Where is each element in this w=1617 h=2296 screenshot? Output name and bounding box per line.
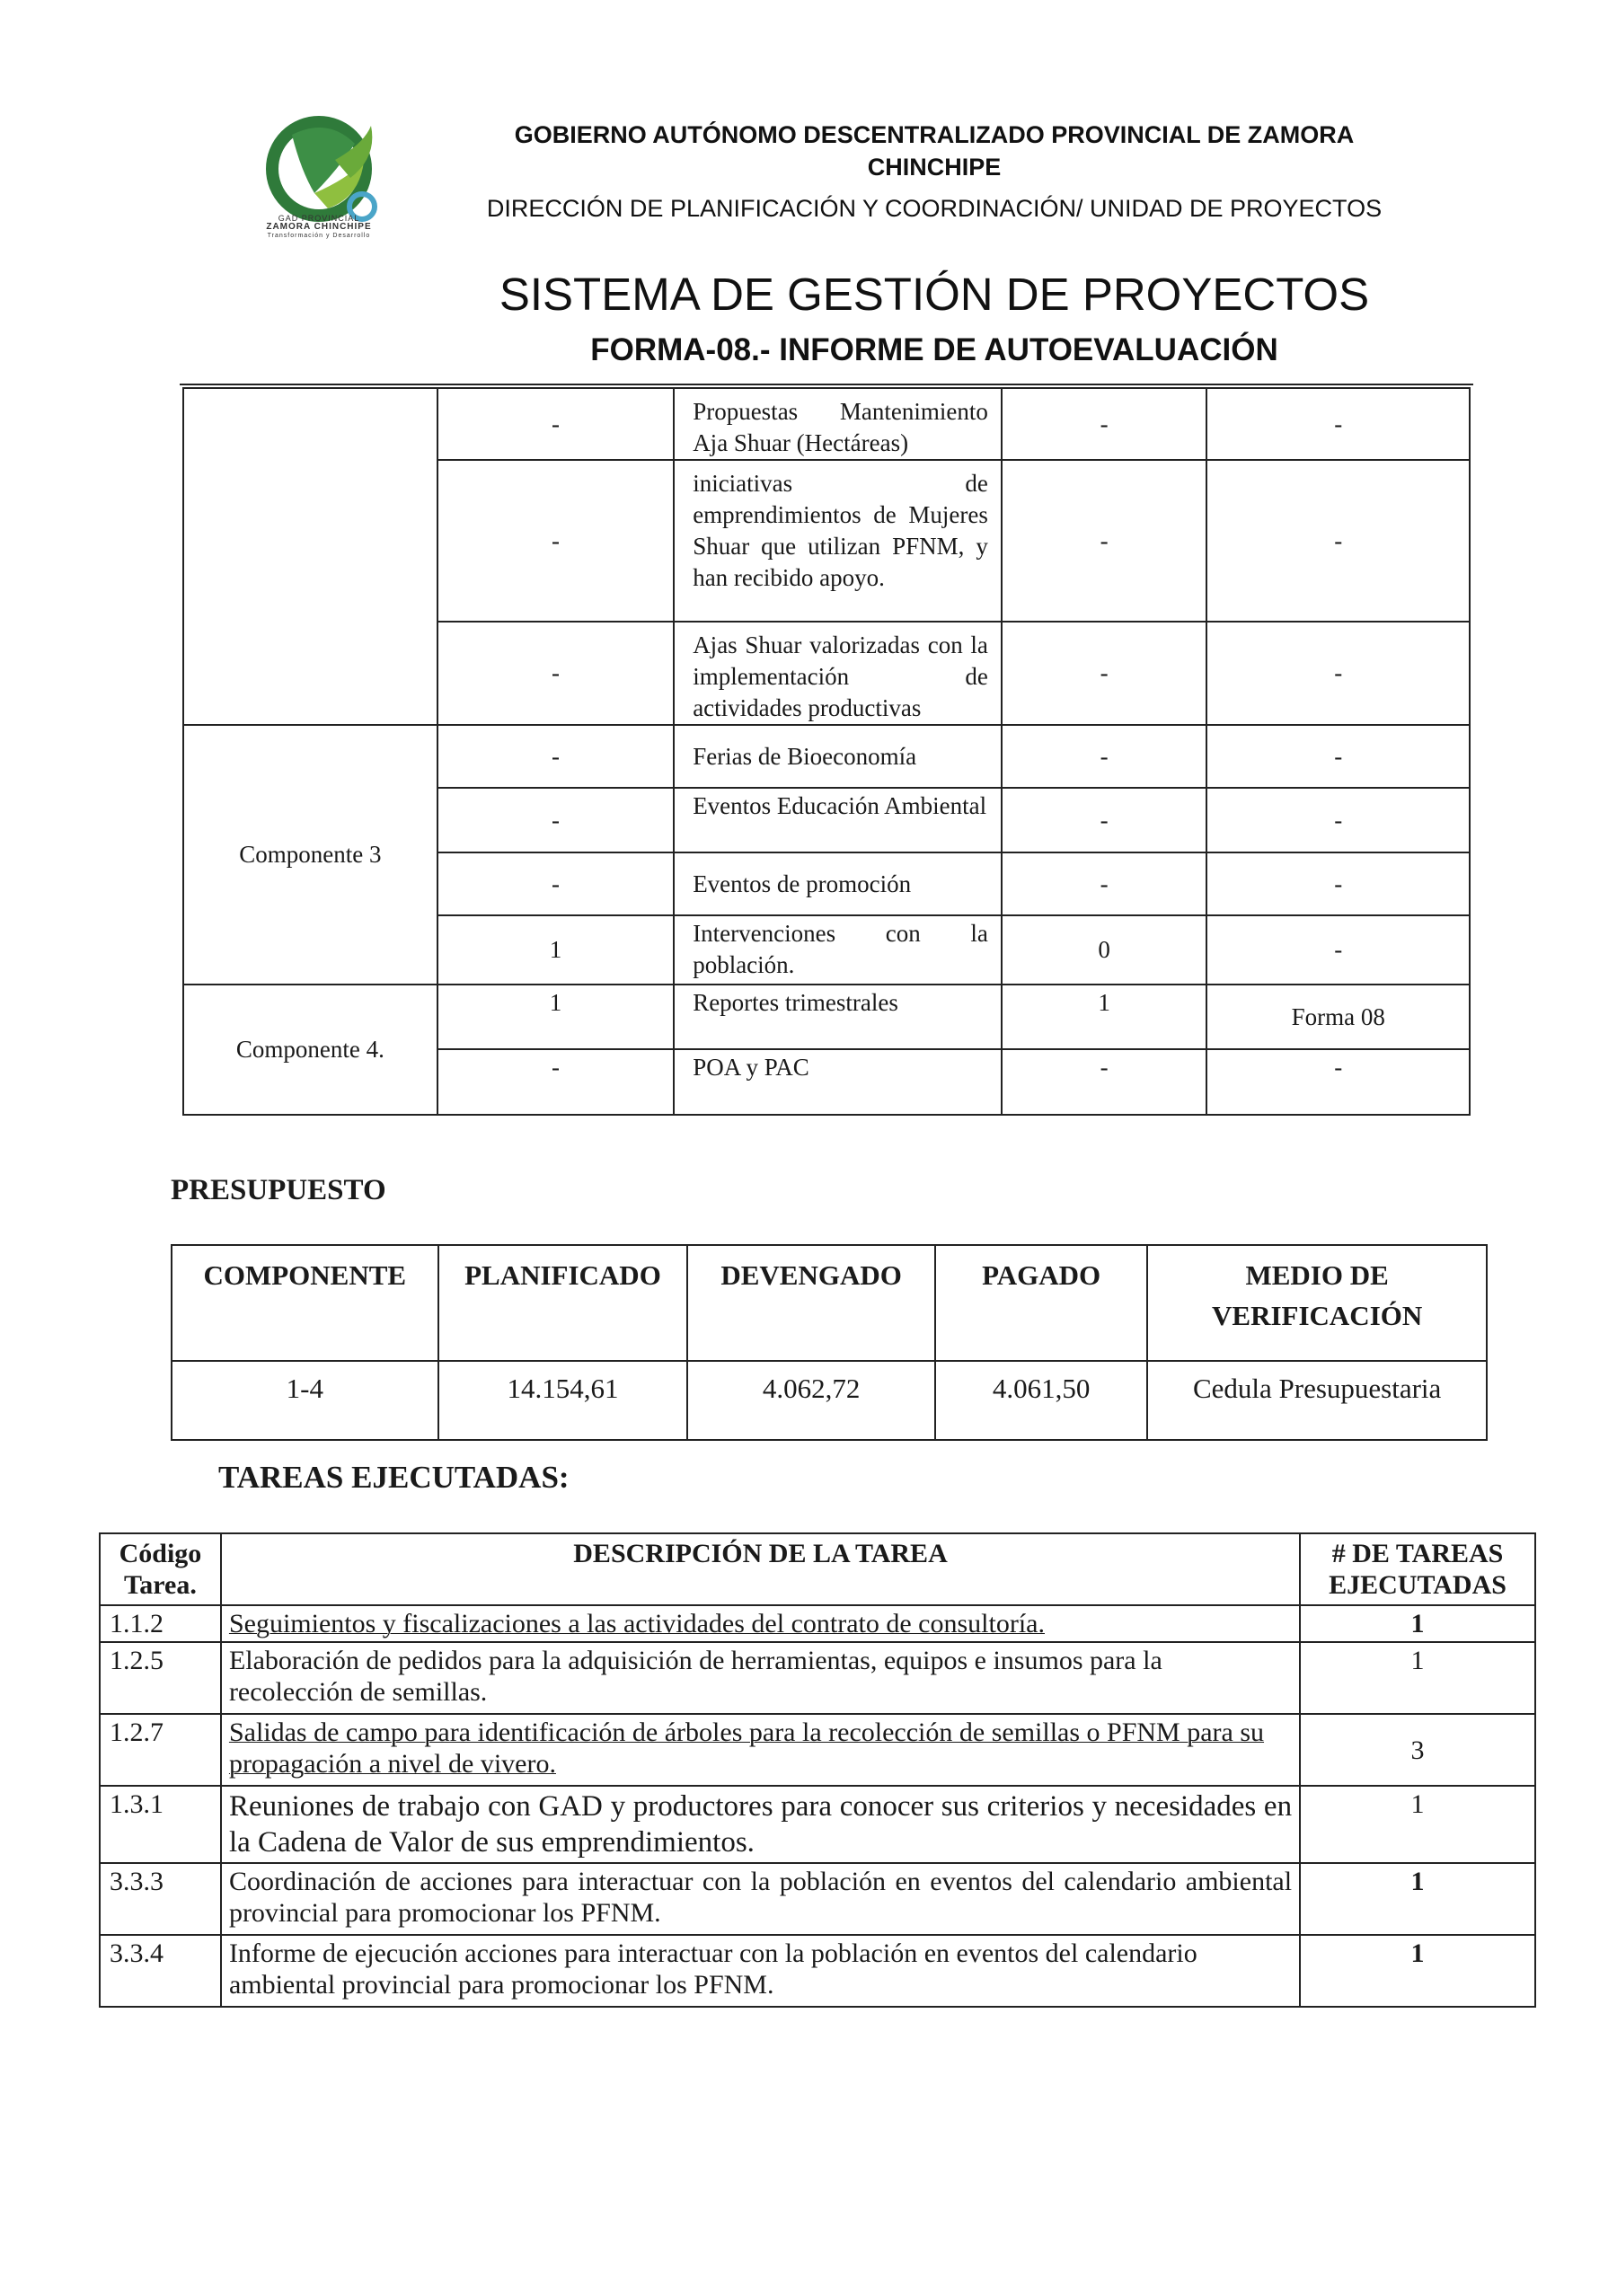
planned-cell: - [437, 852, 674, 915]
logo-line-2: ZAMORA CHINCHIPE [266, 222, 372, 232]
task-description: Elaboración de pedidos para la adquisición de herramientas, equipos e insumos para la recolección de semillas. [221, 1642, 1300, 1714]
indicator-cell: Intervenciones con la población. [674, 915, 1002, 985]
logo-caption [229, 214, 409, 241]
table-row [100, 1863, 1535, 1935]
table-row [100, 1935, 1535, 2007]
table-row [100, 1605, 1535, 1642]
verification-cell: - [1206, 388, 1470, 460]
planned-cell: - [437, 1049, 674, 1115]
task-description: Seguimientos y fiscalizaciones a las actividades del contrato de consultoría. [221, 1605, 1300, 1642]
planned-cell: 1 [437, 985, 674, 1049]
indicator-cell: Reportes trimestrales [674, 985, 1002, 1049]
column-header: MEDIO DE VERIFICACIÓN [1147, 1245, 1487, 1361]
verification-cell: - [1206, 622, 1470, 725]
verification-cell: - [1206, 852, 1470, 915]
logo-line-3: Transformación y Desarrollo [267, 233, 371, 239]
column-header: PAGADO [935, 1245, 1147, 1361]
component-cell: Componente 3 [183, 725, 437, 985]
header-system-title: SISTEMA DE GESTIÓN DE PROYECTOS [499, 269, 1370, 320]
achieved-cell: - [1002, 1049, 1207, 1115]
task-count: 1 [1300, 1935, 1535, 2007]
column-header: # DE TAREAS EJECUTADAS [1300, 1533, 1535, 1605]
tasks-table [99, 1532, 1536, 2008]
budget-verification: Cedula Presupuestaria [1147, 1361, 1487, 1440]
verification-cell: - [1206, 915, 1470, 985]
component-cell: Componente 4. [183, 985, 437, 1115]
header-government: GOBIERNO AUTÓNOMO DESCENTRALIZADO PROVINCIAL DE ZAMORA CHINCHIPE [514, 121, 1355, 181]
task-code: 1.2.5 [100, 1642, 221, 1714]
table-header-row [172, 1245, 1487, 1361]
table-row [172, 1361, 1487, 1440]
planned-cell: - [437, 725, 674, 788]
task-code: 1.2.7 [100, 1714, 221, 1786]
achieved-cell: - [1002, 788, 1207, 852]
task-count: 1 [1300, 1642, 1535, 1714]
verification-cell: - [1206, 788, 1470, 852]
column-header: DESCRIPCIÓN DE LA TAREA [221, 1533, 1300, 1605]
task-code: 3.3.4 [100, 1935, 221, 2007]
task-count: 1 [1300, 1863, 1535, 1935]
task-code: 1.1.2 [100, 1605, 221, 1642]
verification-cell: - [1206, 725, 1470, 788]
verification-cell: - [1206, 1049, 1470, 1115]
logo-line-1: GAD PROVINCIAL [278, 214, 360, 223]
component-cell [183, 388, 437, 725]
budget-accrued: 4.062,72 [687, 1361, 935, 1440]
budget-title: PRESUPUESTO [171, 1174, 386, 1206]
achieved-cell: - [1002, 460, 1207, 622]
budget-component: 1-4 [172, 1361, 438, 1440]
indicator-cell: Ajas Shuar valorizadas con la implementación de actividades productivas [674, 622, 1002, 725]
achieved-cell: - [1002, 852, 1207, 915]
gad-logo-icon [229, 108, 409, 274]
task-description: Salidas de campo para identificación de árboles para la recolección de semillas o PFNM para su propagación a nivel de vivero. [221, 1714, 1300, 1786]
task-count: 3 [1300, 1714, 1535, 1786]
budget-table [171, 1244, 1488, 1441]
header-form-title: FORMA-08.- INFORME DE AUTOEVALUACIÓN [590, 332, 1278, 367]
planned-cell: - [437, 788, 674, 852]
planned-cell: 1 [437, 915, 674, 985]
indicator-cell: Eventos Educación Ambiental [674, 788, 1002, 852]
column-header: COMPONENTE [172, 1245, 438, 1361]
table-row [183, 725, 1470, 788]
task-description: Coordinación de acciones para interactuar con la población en eventos del calendario ambiental provincial para promocionar los PFNM. [221, 1863, 1300, 1935]
table-header-row [100, 1533, 1535, 1605]
achieved-cell: 1 [1002, 985, 1207, 1049]
tasks-title: TAREAS EJECUTADAS: [218, 1460, 570, 1495]
column-header: Código Tarea. [100, 1533, 221, 1605]
header-direction: DIRECCIÓN DE PLANIFICACIÓN Y COORDINACIÓN/ UNIDAD DE PROYECTOS [486, 195, 1383, 222]
achieved-cell: - [1002, 388, 1207, 460]
components-table [182, 387, 1471, 1116]
indicator-cell: POA y PAC [674, 1049, 1002, 1115]
planned-cell: - [437, 388, 674, 460]
achieved-cell: 0 [1002, 915, 1207, 985]
column-header: DEVENGADO [687, 1245, 935, 1361]
budget-planned: 14.154,61 [438, 1361, 688, 1440]
table-row [183, 985, 1470, 1049]
indicator-cell: Propuestas Mantenimiento Aja Shuar (Hectáreas) [674, 388, 1002, 460]
header-divider [180, 384, 1473, 385]
task-code: 3.3.3 [100, 1863, 221, 1935]
table-row [183, 388, 1470, 460]
task-code: 1.3.1 [100, 1786, 221, 1863]
verification-cell: - [1206, 460, 1470, 622]
achieved-cell: - [1002, 725, 1207, 788]
verification-cell: Forma 08 [1206, 985, 1470, 1049]
task-description: Reuniones de trabajo con GAD y productores para conocer sus criterios y necesidades en la Cadena de Valor de sus emprendimientos. [221, 1786, 1300, 1863]
budget-paid: 4.061,50 [935, 1361, 1147, 1440]
planned-cell: - [437, 460, 674, 622]
task-count: 1 [1300, 1786, 1535, 1863]
indicator-cell: Eventos de promoción [674, 852, 1002, 915]
task-count: 1 [1300, 1605, 1535, 1642]
table-row [100, 1642, 1535, 1714]
indicator-cell: iniciativas de emprendimientos de Mujeres Shuar que utilizan PFNM, y han recibido apoyo. [674, 460, 1002, 622]
indicator-cell: Ferias de Bioeconomía [674, 725, 1002, 788]
table-row [100, 1786, 1535, 1863]
column-header: PLANIFICADO [438, 1245, 688, 1361]
task-description: Informe de ejecución acciones para interactuar con la población en eventos del calendario ambiental provincial para promocionar los PFNM. [221, 1935, 1300, 2007]
achieved-cell: - [1002, 622, 1207, 725]
planned-cell: - [437, 622, 674, 725]
table-row [100, 1714, 1535, 1786]
